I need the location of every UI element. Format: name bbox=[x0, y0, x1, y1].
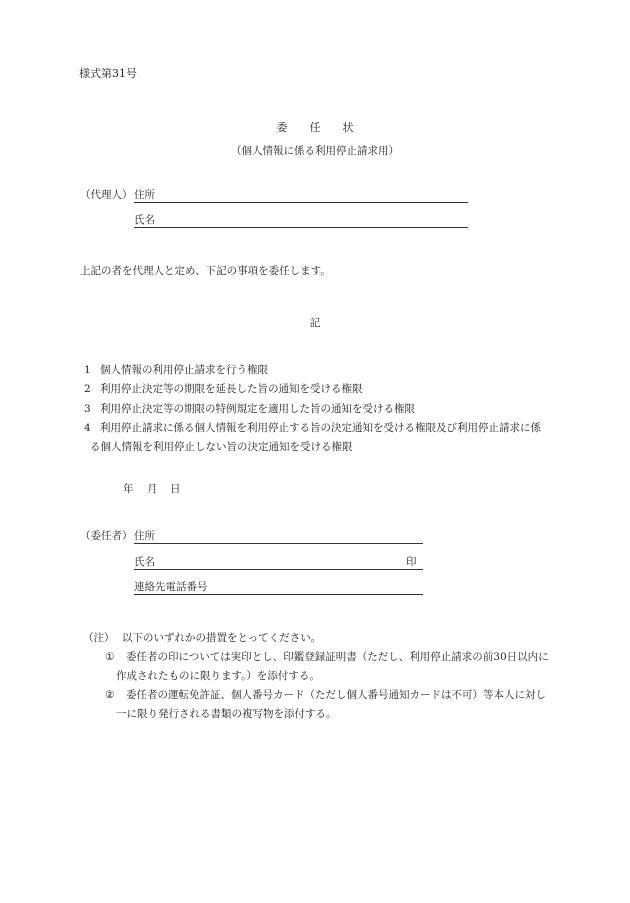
item-number: 3 bbox=[84, 403, 91, 415]
principal-phone-label: 連絡先電話番号 bbox=[134, 581, 208, 593]
form-number: 様式第31号 bbox=[79, 67, 137, 80]
agent-name-line[interactable] bbox=[134, 227, 468, 228]
item-text: 利用停止決定等の期限を延長した旨の通知を受ける権限 bbox=[100, 383, 363, 395]
date-day: 日 bbox=[170, 483, 181, 495]
note-1-mark: ① bbox=[105, 651, 115, 663]
note-2-line2: 一に限り発行される書類の複写物を添付する。 bbox=[116, 708, 337, 720]
agent-name-label: 氏名 bbox=[134, 214, 155, 226]
document-title: 委 任 状 bbox=[276, 121, 354, 134]
document-subtitle: （個人情報に係る利用停止請求用） bbox=[231, 145, 399, 157]
note-2-line1: 委任者の運転免許証、個人番号カード（ただし個人番号通知カードは不可）等本人に対し bbox=[126, 689, 546, 701]
item-text: 利用停止請求に係る個人情報を利用停止する旨の決定通知を受ける権限及び利用停止請求に係 bbox=[100, 422, 541, 434]
principal-address-line[interactable] bbox=[134, 543, 423, 544]
ki-heading: 記 bbox=[309, 317, 321, 329]
date-month: 月 bbox=[147, 483, 158, 495]
principal-label: （委任者） bbox=[80, 530, 133, 542]
principal-address-label: 住所 bbox=[134, 530, 155, 542]
item-text: 個人情報の利用停止請求を行う権限 bbox=[100, 364, 268, 376]
note-1-line2: 作成されたものに限ります。）を添付する。 bbox=[116, 670, 320, 682]
item-text: 利用停止決定等の期限の特例規定を適用した旨の通知を受ける権限 bbox=[100, 403, 415, 415]
principal-phone-line[interactable] bbox=[134, 594, 423, 595]
notes-intro: 以下のいずれかの措置をとってください。 bbox=[122, 632, 322, 644]
item-number: 4 bbox=[84, 422, 91, 434]
principal-name-line[interactable] bbox=[134, 569, 423, 570]
agent-address-label: 住所 bbox=[134, 189, 155, 201]
item-number: 1 bbox=[84, 364, 91, 376]
agent-label: （代理人） bbox=[80, 189, 133, 201]
item-number: 2 bbox=[84, 383, 91, 395]
agent-address-line[interactable] bbox=[134, 202, 468, 203]
date-year: 年 bbox=[123, 483, 134, 495]
note-2-mark: ② bbox=[105, 689, 115, 701]
delegation-statement: 上記の者を代理人と定め、下記の事項を委任します。 bbox=[80, 265, 331, 277]
principal-name-label: 氏名 bbox=[134, 556, 155, 568]
note-1-line1: 委任者の印については実印とし、印鑑登録証明書（ただし、利用停止請求の前30日以内に bbox=[126, 651, 549, 663]
seal-mark: 印 bbox=[406, 556, 417, 568]
item-text-continued: る個人情報を利用停止しない旨の決定通知を受ける権限 bbox=[90, 441, 353, 453]
notes-label: （注） bbox=[83, 632, 115, 644]
